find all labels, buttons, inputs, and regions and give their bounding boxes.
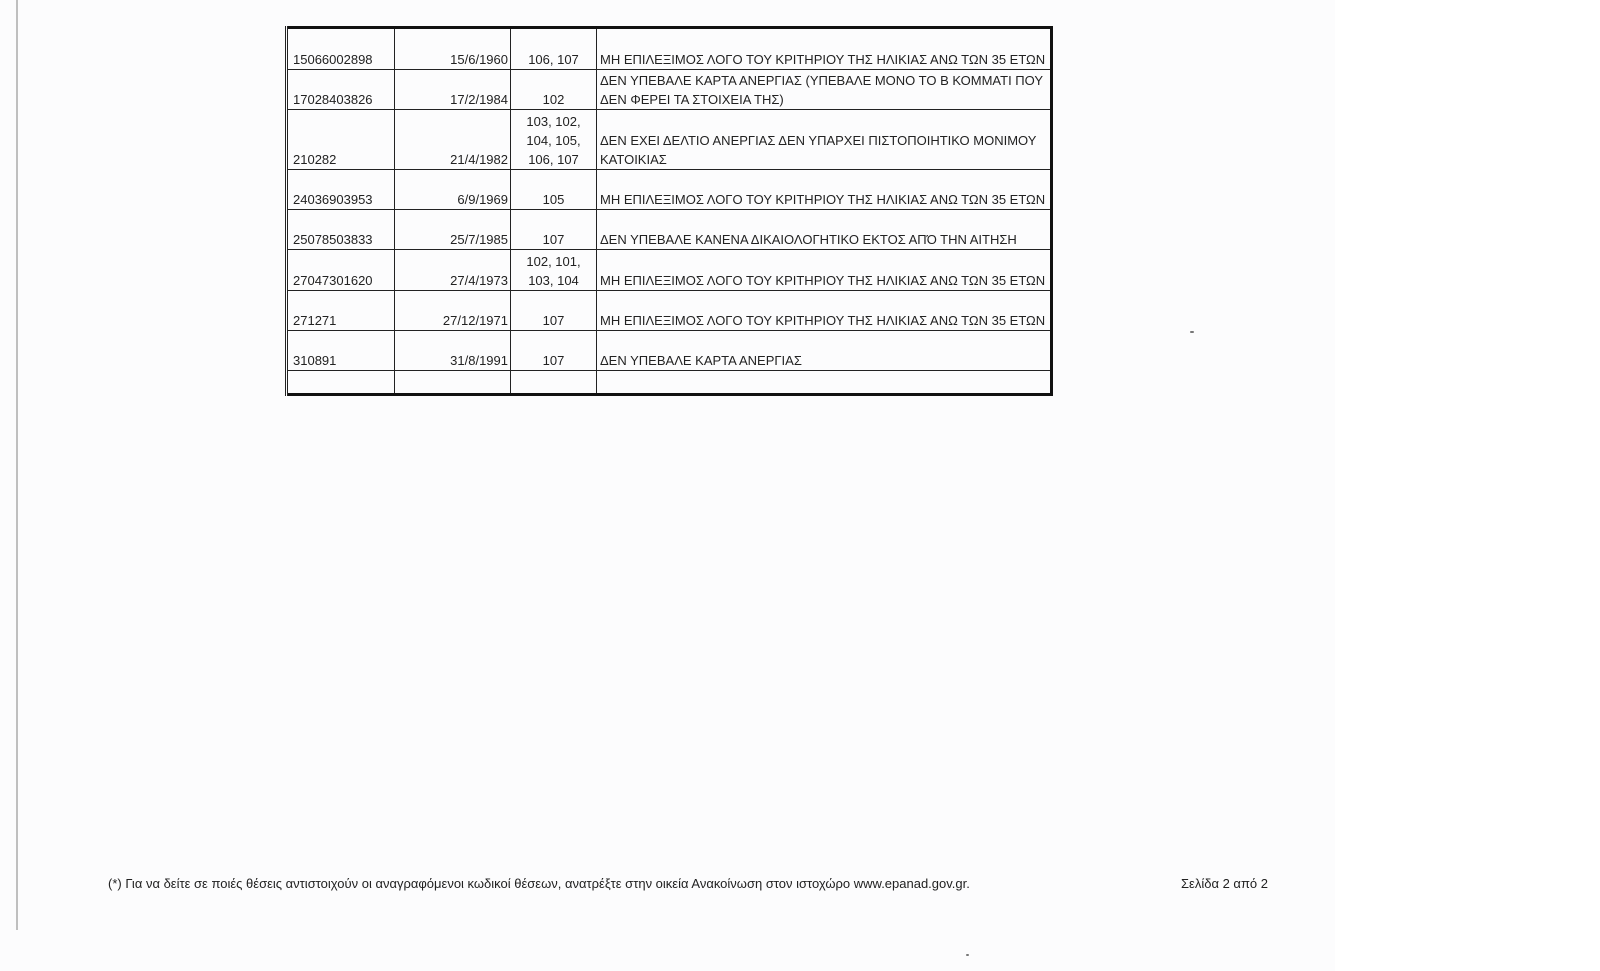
- table-row: [287, 210, 1052, 250]
- rejection-reason-cell: ΔΕΝ ΥΠΕΒΑΛΕ ΚΑΡΤΑ ΑΝΕΡΓΙΑΣ (ΥΠΕΒΑΛΕ ΜΟΝΟ ΤΟ Β ΚΟΜΜΑΤΙ ΠΟΥ ΔΕΝ ΦΕΡΕΙ ΤΑ ΣΤΟΙΧΕΙΑ ΤΗΣ): [597, 70, 1052, 110]
- applicant-id-cell: 24036903953: [287, 170, 395, 210]
- position-codes-cell: 102, 101, 103, 104: [511, 250, 597, 291]
- rejection-reason-cell: ΜΗ ΕΠΙΛΕΞΙΜΟΣ ΛΟΓΟ ΤΟΥ ΚΡΙΤΗΡΙΟΥ ΤΗΣ ΗΛΙΚΙΑΣ ΑΝΩ ΤΩΝ 35 ΕΤΩΝ: [597, 291, 1052, 331]
- position-codes-cell: [511, 371, 597, 395]
- applicant-id-cell: 210282: [287, 110, 395, 170]
- scan-edge-line: [16, 0, 18, 930]
- birth-date-cell: 27/12/1971: [395, 291, 511, 331]
- birth-date-cell: 6/9/1969: [395, 170, 511, 210]
- birth-date-cell: 27/4/1973: [395, 250, 511, 291]
- position-codes-cell: 106, 107: [511, 28, 597, 70]
- applicant-id-cell: 271271: [287, 291, 395, 331]
- birth-date-cell: 21/4/1982: [395, 110, 511, 170]
- birth-date-cell: 31/8/1991: [395, 331, 511, 371]
- applicant-id-cell: 25078503833: [287, 210, 395, 250]
- footer-note: (*) Για να δείτε σε ποιές θέσεις αντιστοιχούν οι αναγραφόμενοι κωδικοί θέσεων, ανατρέξτε στην οικεία Ανακοίνωση στον ιστοχώρο www.epanad.gov.gr.: [108, 876, 970, 891]
- position-codes-cell: 105: [511, 170, 597, 210]
- table-row: [287, 28, 1052, 70]
- rejection-reason-cell: ΔΕΝ ΕΧΕΙ ΔΕΛΤΙΟ ΑΝΕΡΓΙΑΣ ΔΕΝ ΥΠΑΡΧΕΙ ΠΙΣΤΟΠΟΙΗΤΙΚΟ ΜΟΝΙΜΟΥ ΚΑΤΟΙΚΙΑΣ: [597, 110, 1052, 170]
- table-row: [287, 110, 1052, 170]
- table-row-empty: [287, 371, 1052, 395]
- scan-speck: [966, 954, 969, 956]
- position-codes-cell: 107: [511, 291, 597, 331]
- applicant-id-cell: 15066002898: [287, 28, 395, 70]
- rejection-reason-cell: ΜΗ ΕΠΙΛΕΞΙΜΟΣ ΛΟΓΟ ΤΟΥ ΚΡΙΤΗΡΙΟΥ ΤΗΣ ΗΛΙΚΙΑΣ ΑΝΩ ΤΩΝ 35 ΕΤΩΝ: [597, 250, 1052, 291]
- position-codes-cell: 107: [511, 210, 597, 250]
- table-row: [287, 250, 1052, 291]
- birth-date-cell: 15/6/1960: [395, 28, 511, 70]
- rejection-reason-cell: ΜΗ ΕΠΙΛΕΞΙΜΟΣ ΛΟΓΟ ΤΟΥ ΚΡΙΤΗΡΙΟΥ ΤΗΣ ΗΛΙΚΙΑΣ ΑΝΩ ΤΩΝ 35 ΕΤΩΝ: [597, 170, 1052, 210]
- table-row: [287, 70, 1052, 110]
- rejection-reason-cell: [597, 371, 1052, 395]
- birth-date-cell: 25/7/1985: [395, 210, 511, 250]
- table-row: [287, 331, 1052, 371]
- applicant-id-cell: 27047301620: [287, 250, 395, 291]
- rejection-reason-cell: ΜΗ ΕΠΙΛΕΞΙΜΟΣ ΛΟΓΟ ΤΟΥ ΚΡΙΤΗΡΙΟΥ ΤΗΣ ΗΛΙΚΙΑΣ ΑΝΩ ΤΩΝ 35 ΕΤΩΝ: [597, 28, 1052, 70]
- table-row: [287, 170, 1052, 210]
- birth-date-cell: 17/2/1984: [395, 70, 511, 110]
- page-number: Σελίδα 2 από 2: [1181, 876, 1268, 891]
- position-codes-cell: 103, 102, 104, 105, 106, 107: [511, 110, 597, 170]
- applicant-id-cell: 310891: [287, 331, 395, 371]
- applicant-id-cell: 17028403826: [287, 70, 395, 110]
- rejection-reason-cell: ΔΕΝ ΥΠΕΒΑΛΕ ΚΑΡΤΑ ΑΝΕΡΓΙΑΣ: [597, 331, 1052, 371]
- rejected-applicants-table: [285, 26, 1053, 396]
- applicant-id-cell: [287, 371, 395, 395]
- position-codes-cell: 107: [511, 331, 597, 371]
- scan-speck: [1190, 331, 1194, 333]
- position-codes-cell: 102: [511, 70, 597, 110]
- table-row: [287, 291, 1052, 331]
- rejection-reason-cell: ΔΕΝ ΥΠΕΒΑΛΕ ΚΑΝΕΝΑ ΔΙΚΑΙΟΛΟΓΗΤΙΚΟ ΕΚΤΟΣ ΑΠΌ ΤΗΝ ΑΙΤΗΣΗ: [597, 210, 1052, 250]
- birth-date-cell: [395, 371, 511, 395]
